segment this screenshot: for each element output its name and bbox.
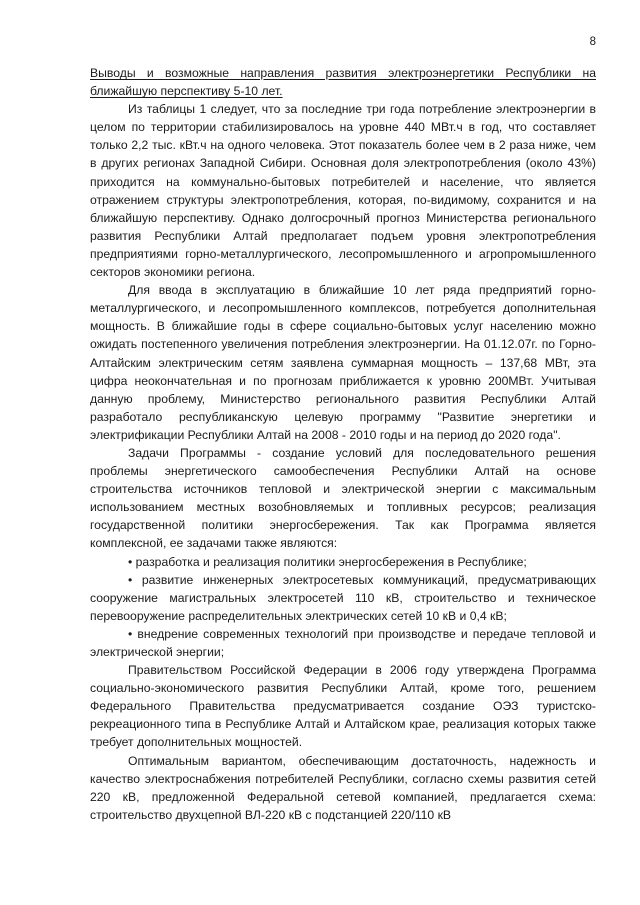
paragraph: Правительством Российской Федерации в 2006 году утверждена Программа социально-экономического развития Республики Алтай, кроме того, решением Федерального Правительства предусматривается создание ОЭЗ туристско-рекреационного типа в Республике Алтай и Алтайском крае, реализация которых также требует дополнительных мощностей. [90, 663, 596, 750]
bullet-item: • внедрение современных технологий при производстве и передаче тепловой и электрической энергии; [90, 626, 596, 659]
paragraph: Задачи Программы - создание условий для последовательного решения проблемы энергетического самообеспечения Республики Алтай на основе строительства источников тепловой и электрической энергии с максимальным использованием местных возобновляемых и топливных ресурсов; реализация государственной политики энергосбережения. Так как Программа является комплексной, ее задачами также являются: [90, 445, 596, 551]
bullet-item: • развитие инженерных электросетевых коммуникаций, предусматривающих сооружение магистральных электросетей 110 кВ, строительство и техническое перевооружение распределительных электрических сетей 10 кВ и 0,4 кВ; [90, 572, 596, 623]
paragraph: Для ввода в эксплуатацию в ближайшие 10 лет ряда предприятий горно-металлургического, и лесопромышленного комплексов, потребуется дополнительная мощность. В ближайшие годы в сфере социально-бытовых услуг населению можно ожидать постепенного увеличения потребления электроэнергии. На 01.12.07г. по Горно-Алтайским электрическим сетям заявлена суммарная мощность – 137,68 МВт, эта цифра неокончательная и по прогнозам приближается к уровню 200МВт. Учитывая данную проблему, Министерство регионального развития Республики Алтай разработало республиканскую целевую программу "Развитие энергетики и электрификации Республики Алтай на 2008 - 2010 годы и на период до 2020 года". [90, 283, 596, 442]
bullet-item: • разработка и реализация политики энергосбережения в Республике; [128, 554, 527, 569]
paragraph: Оптимальным вариантом, обеспечивающим достаточность, надежность и качество электроснабжения потребителей Республики, согласно схемы развития сетей 220 кВ, предложенной Федеральной сетевой компанией, предлагается схема: строительство двухцепной ВЛ-220 кВ с подстанцией 220/110 кВ [90, 753, 596, 822]
document-body [90, 64, 596, 824]
section-heading: Выводы и возможные направления развития электроэнергетики Республики на ближайшую перспективу 5-10 лет. [90, 66, 596, 99]
page-number: 8 [589, 36, 596, 48]
paragraph: Из таблицы 1 следует, что за последние три года потребление электроэнергии в целом по территории стабилизировалось на уровне 440 МВт.ч в год, что составляет только 2,2 тыс. кВт.ч на одного человека. Этот показатель более чем в 2 раза ниже, чем в других регионах Западной Сибири. Основная доля электропотребления (около 43%) приходится на коммунально-бытовых потребителей и население, что является отражением структуры электропотребления, которая, по-видимому, сохранится и на ближайшую перспективу. Однако долгосрочный прогноз Министерства регионального развития Республики Алтай предполагает подъем уровня электропотребления предприятиями горно-металлургического, лесопромышленного и агропромышленного секторов экономики региона. [90, 102, 596, 280]
